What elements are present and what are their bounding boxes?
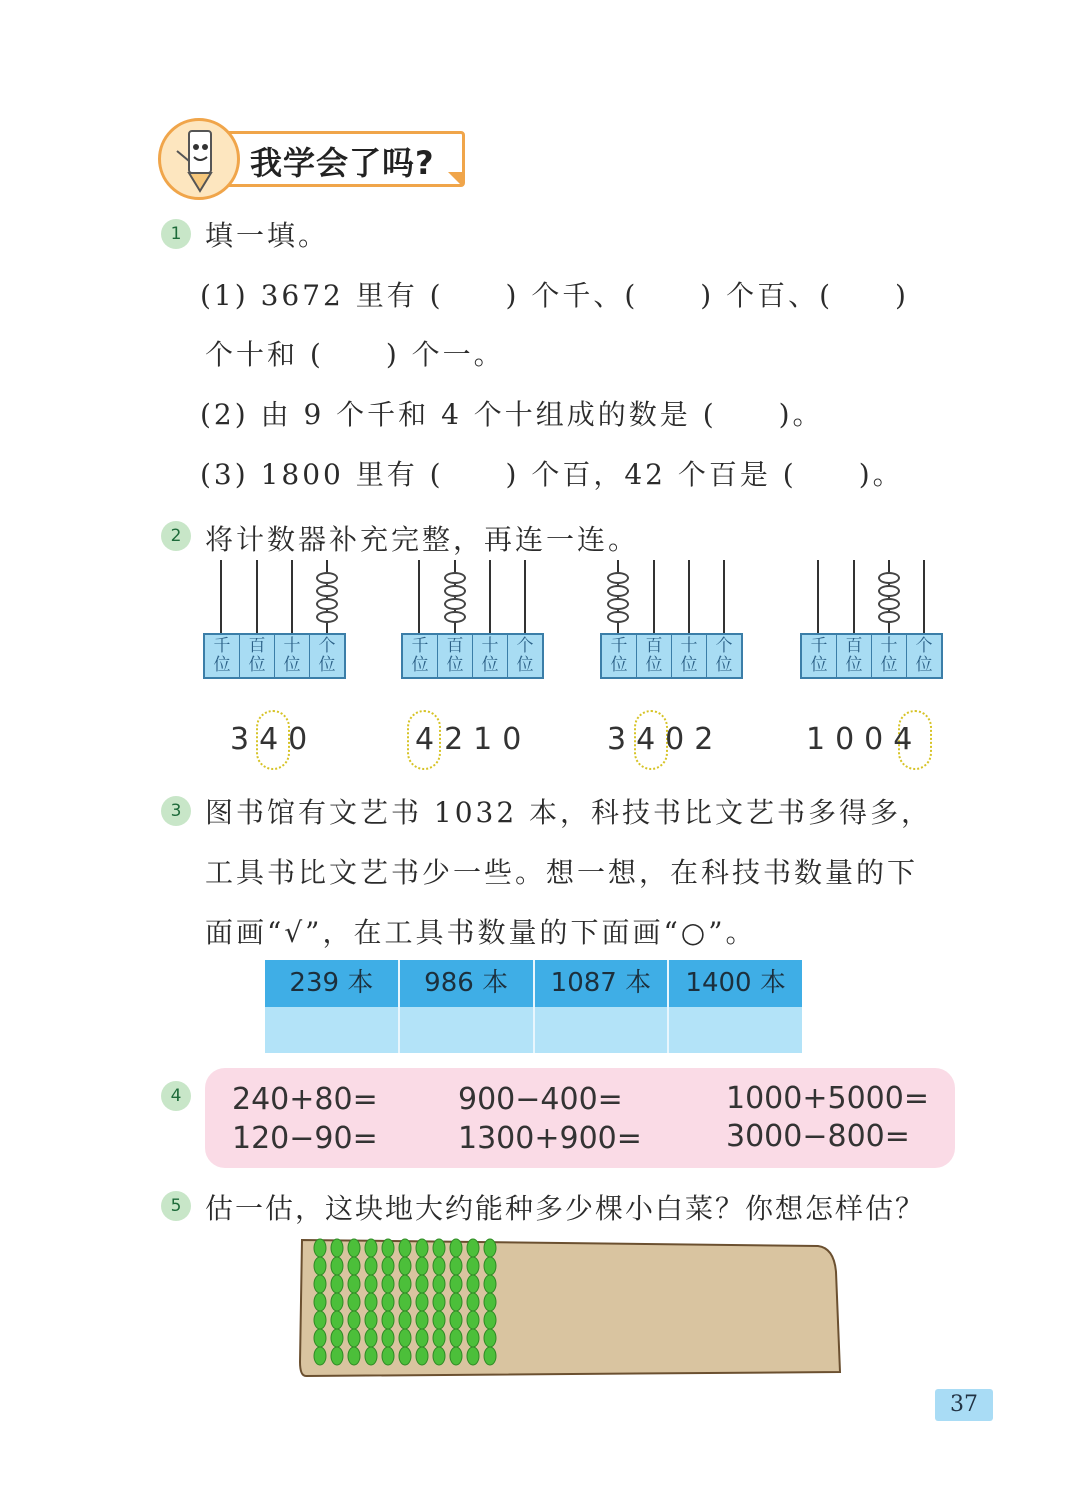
- bead: [316, 585, 338, 597]
- bead: [316, 611, 338, 623]
- rod: [817, 560, 819, 635]
- rod: [853, 560, 855, 635]
- rod: [291, 560, 293, 635]
- q1-line1: (1) 3672 里有 ( ) 个千、( ) 个百、( ): [200, 279, 909, 312]
- table-answer-row: [265, 1007, 802, 1053]
- answer-cell[interactable]: [535, 1007, 670, 1053]
- rod: [489, 560, 491, 635]
- books-table: [265, 960, 802, 1053]
- q2-title: 将计数器补充完整，再连一连。: [205, 523, 640, 556]
- bead: [316, 598, 338, 610]
- rod: [256, 560, 258, 635]
- question-number-4: 4: [161, 1081, 191, 1111]
- number-option[interactable]: 1004: [806, 722, 923, 757]
- q3-line1: 图书馆有文艺书 1032 本，科技书比文艺书多得多，: [205, 796, 933, 829]
- table-header-cell: 986 本: [400, 960, 535, 1007]
- table-header-cell: 239 本: [265, 960, 400, 1007]
- header-fold: [448, 172, 462, 186]
- bead: [607, 598, 629, 610]
- q1-line3: (2) 由 9 个千和 4 个十组成的数是 ( )。: [200, 398, 824, 431]
- rod: [923, 560, 925, 635]
- bead: [607, 572, 629, 584]
- table-header-cell: 1400 本: [669, 960, 802, 1007]
- q3-line2: 工具书比文艺书少一些。想一想，在科技书数量的下: [205, 856, 919, 889]
- rod: [418, 560, 420, 635]
- abacus-3: [600, 560, 743, 682]
- equation: 900−400=: [458, 1082, 623, 1117]
- number-option[interactable]: 4210: [415, 722, 532, 757]
- bead: [316, 572, 338, 584]
- answer-cell[interactable]: [669, 1007, 802, 1053]
- equation: 3000−800=: [726, 1119, 910, 1154]
- place-value-labels: 千 位 百 位 十 位 个 位: [800, 633, 943, 679]
- answer-cell[interactable]: [265, 1007, 400, 1053]
- bead: [607, 585, 629, 597]
- equation: 120−90=: [232, 1121, 378, 1156]
- number-option[interactable]: 3402: [607, 722, 724, 757]
- rod: [220, 560, 222, 635]
- question-number-3: 3: [161, 796, 191, 826]
- equation: 240+80=: [232, 1082, 378, 1117]
- question-number-5: 5: [161, 1191, 191, 1221]
- q1-line2: 个十和 ( ) 个一。: [205, 338, 505, 371]
- place-value-labels: 千 位 百 位 十 位 个 位: [401, 633, 544, 679]
- abacus-2: [401, 560, 544, 682]
- bead: [444, 611, 466, 623]
- bead: [878, 598, 900, 610]
- abacus-1: [203, 560, 346, 682]
- bead: [878, 611, 900, 623]
- bead: [444, 598, 466, 610]
- q5-text: 估一估，这块地大约能种多少棵小白菜？你想怎样估？: [205, 1192, 926, 1225]
- rod: [723, 560, 725, 635]
- equation: 1300+900=: [458, 1121, 642, 1156]
- rod: [653, 560, 655, 635]
- bead: [607, 611, 629, 623]
- bead: [878, 585, 900, 597]
- q1-line4: (3) 1800 里有 ( ) 个百，42 个百是 ( )。: [200, 458, 904, 491]
- rod: [524, 560, 526, 635]
- equation: 1000+5000=: [726, 1081, 929, 1116]
- place-value-labels: 千 位 百 位 十 位 个 位: [600, 633, 743, 679]
- abacus-4: [800, 560, 943, 682]
- question-number-2: 2: [161, 521, 191, 551]
- rod: [688, 560, 690, 635]
- question-number-1: 1: [161, 219, 191, 249]
- number-option[interactable]: 340: [230, 722, 318, 757]
- pencil-mascot-icon: [158, 118, 240, 200]
- place-value-labels: 千 位 百 位 十 位 个 位: [203, 633, 346, 679]
- cabbage-field-illustration: [298, 1232, 843, 1380]
- answer-cell[interactable]: [400, 1007, 535, 1053]
- q1-title: 填一填。: [205, 219, 330, 252]
- q3-line3: 面画“√”，在工具书数量的下面画“○”。: [205, 916, 757, 949]
- page-number: 37: [935, 1389, 993, 1421]
- table-header-cell: 1087 本: [535, 960, 670, 1007]
- table-header-row: [265, 960, 802, 1007]
- bead: [878, 572, 900, 584]
- bead: [444, 572, 466, 584]
- bead: [444, 585, 466, 597]
- page-title: 我学会了吗?: [250, 144, 435, 182]
